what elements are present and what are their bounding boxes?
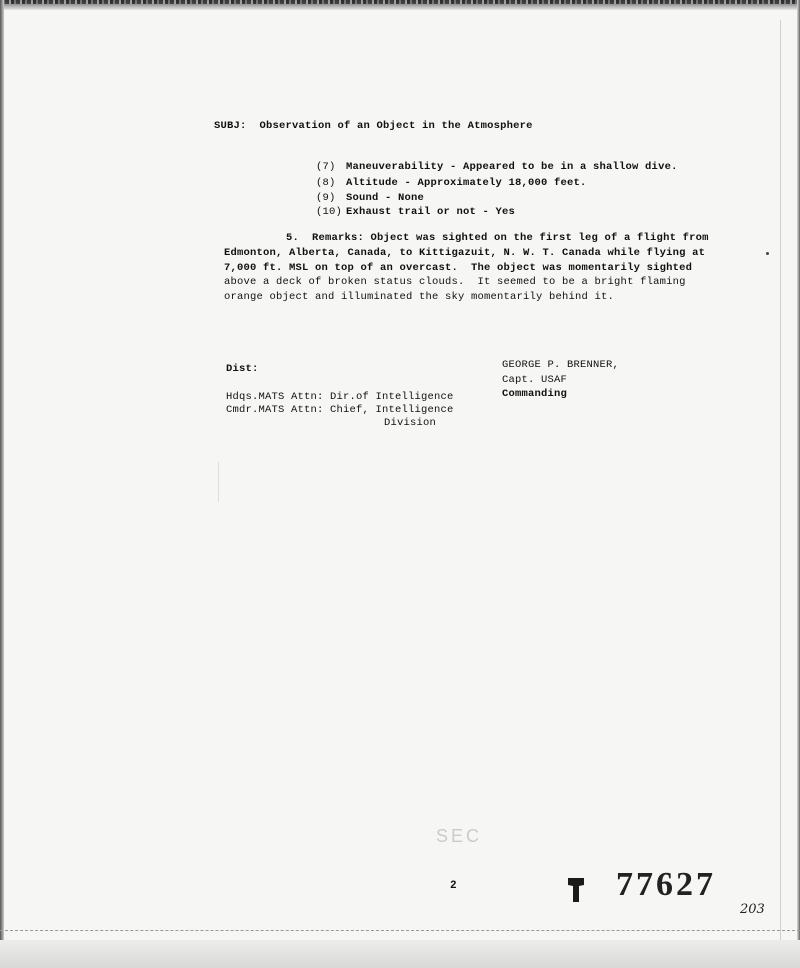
item-altitude <box>316 176 587 190</box>
scan-bottom-rule <box>0 930 800 933</box>
subject-text: Observation of an Object in the Atmosphere <box>259 120 533 132</box>
item-sound <box>316 191 424 205</box>
signature-title: Commanding <box>502 388 568 400</box>
distribution-line: Cmdr.MATS Attn: Chief, Intelligence <box>226 404 454 416</box>
item-number: (9) <box>316 192 336 204</box>
distribution-label: Dist: <box>226 363 259 375</box>
item-maneuverability <box>316 160 678 174</box>
item-key: Exhaust trail or not - <box>346 206 490 218</box>
ink-dot <box>766 252 769 255</box>
handwritten-number: 203 <box>740 902 765 917</box>
item-number: (7) <box>316 161 336 173</box>
signature-name: GEORGE P. BRENNER, <box>502 359 620 371</box>
remarks-line: 7,000 ft. MSL on top of an overcast. The object was momentarily sighted <box>224 262 693 274</box>
signature-rank: Capt. USAF <box>502 374 568 386</box>
item-value: Yes <box>489 206 516 218</box>
item-value: Approximately 18,000 feet. <box>411 177 587 189</box>
faded-stamp: SEC <box>436 826 483 846</box>
scan-edge-bottom <box>0 940 800 968</box>
distribution-line: Division <box>384 417 437 429</box>
item-key: Maneuverability - <box>346 161 457 173</box>
scan-edge-left <box>0 0 4 968</box>
remarks-first-line <box>286 231 709 245</box>
item-key: Sound - None <box>346 192 425 204</box>
remarks-line: above a deck of broken status clouds. It seemed to be a bright flaming <box>224 276 686 288</box>
paper-smudge <box>218 462 219 502</box>
item-key: Altitude - <box>346 177 412 189</box>
item-value: Appeared to be in a shallow dive. <box>456 161 678 173</box>
remarks-line: Edmonton, Alberta, Canada, to Kittigazuit, N. W. T. Canada while flying at <box>224 247 706 259</box>
item-exhaust-trail <box>316 205 515 219</box>
ink-blot-mark <box>566 876 586 904</box>
scan-noise-strip <box>0 0 800 4</box>
item-number: (10) <box>316 206 343 218</box>
distribution-line: Hdqs.MATS Attn: Dir.of Intelligence <box>226 391 454 403</box>
document-number: 77627 <box>616 866 716 903</box>
remarks-line: orange object and illuminated the sky momentarily behind it. <box>224 291 615 303</box>
remarks-label: 5. Remarks: <box>286 232 365 244</box>
paper-fold-line <box>780 20 781 940</box>
subject-line <box>214 119 533 133</box>
subject-label: SUBJ: <box>214 120 247 132</box>
page-number: 2 <box>450 880 457 892</box>
item-number: (8) <box>316 177 336 189</box>
remarks-line: Object was sighted on the first leg of a flight from <box>364 232 709 244</box>
